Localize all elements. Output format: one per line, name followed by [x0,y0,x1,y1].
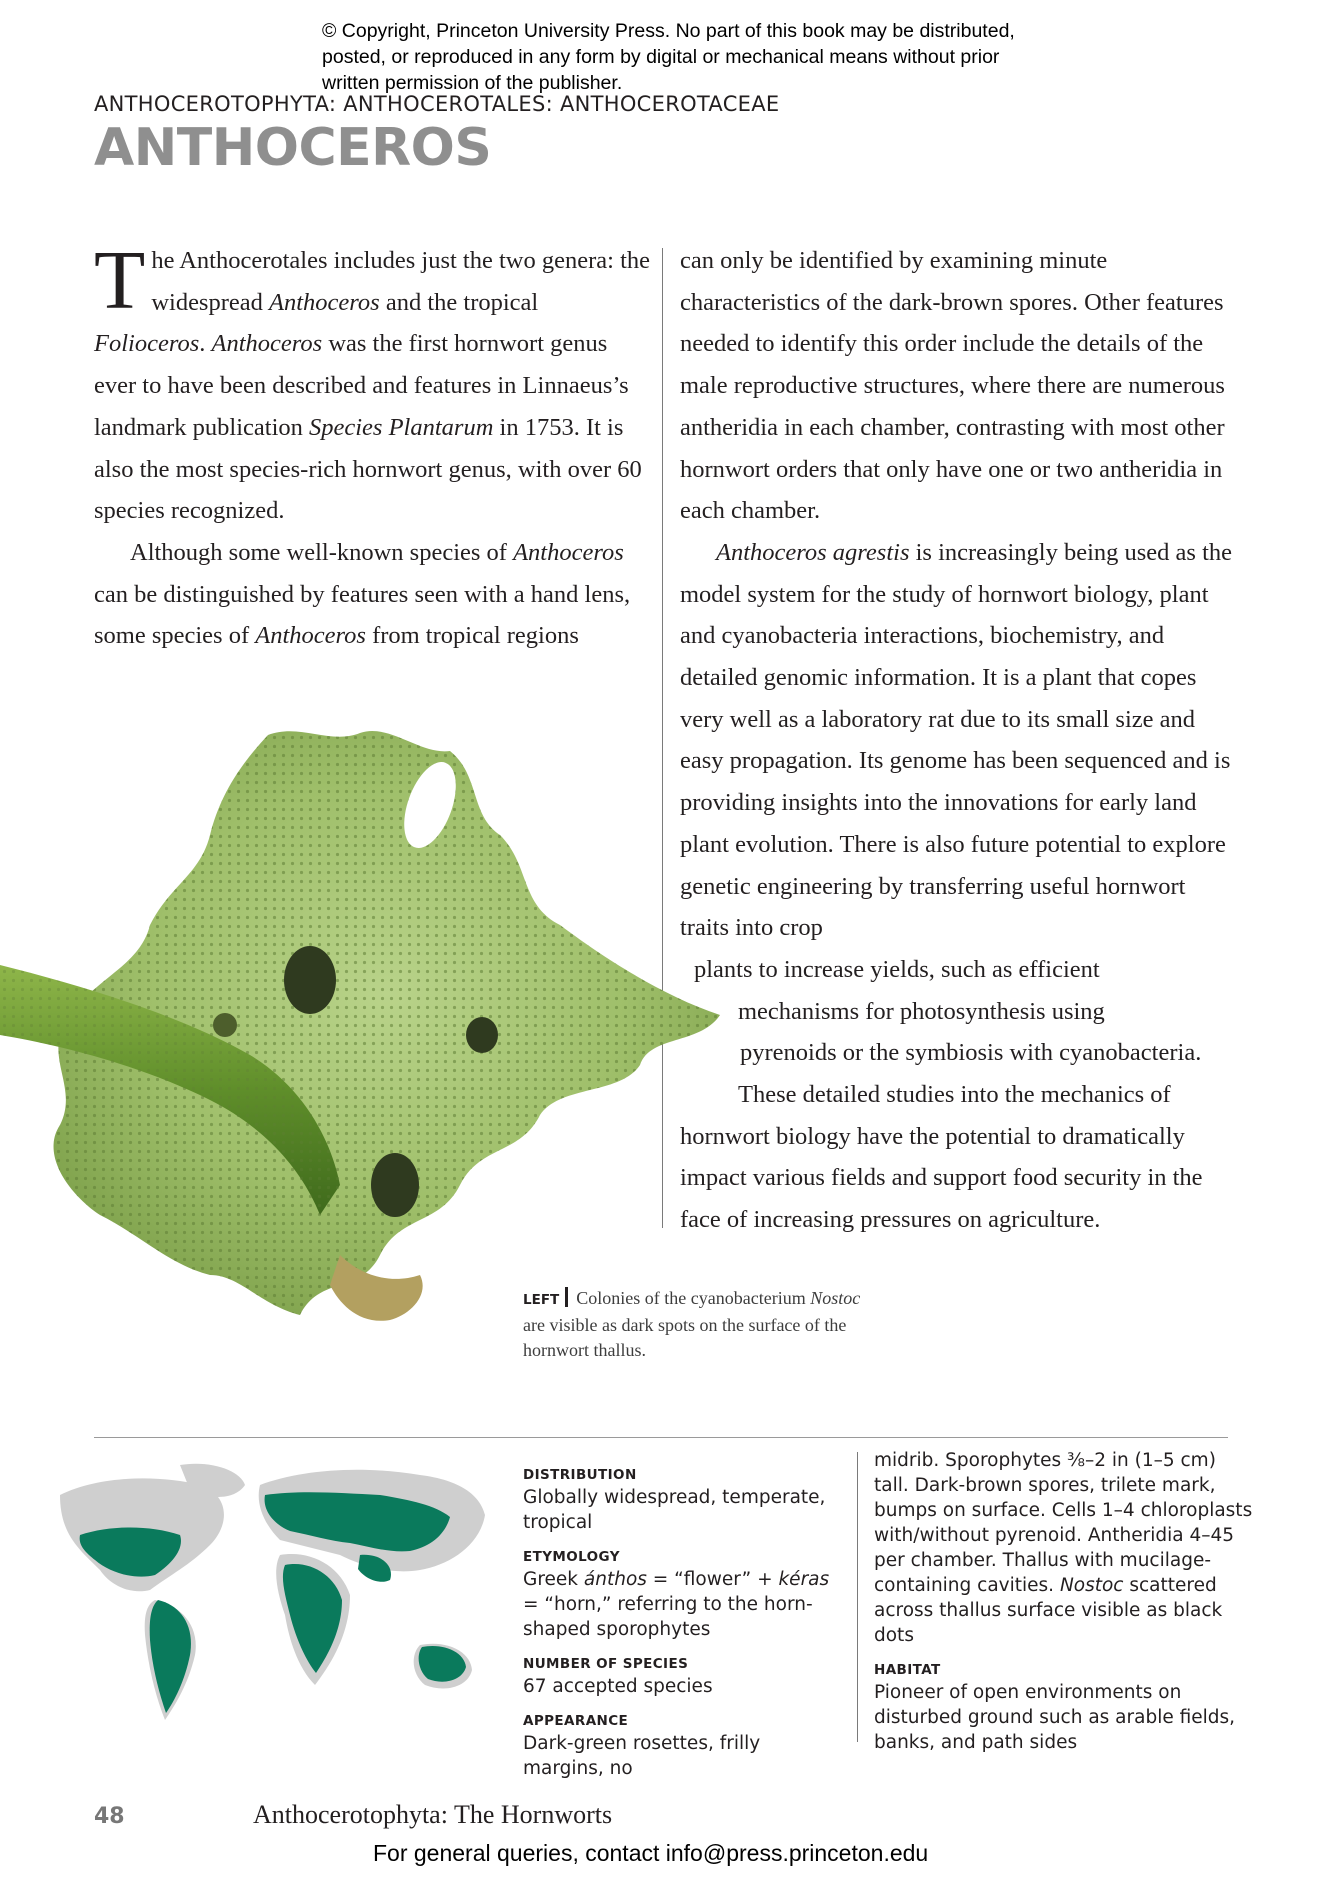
genus-italic: Folioceros [94,330,200,358]
text-run: scattered across thallus surface visible as black dots [874,1575,1223,1646]
text-run: in 1753. It is also the most species-rich hornwort genus, with over 60 species recognized. [94,413,642,525]
text-wrap-line: mechanisms for photosynthesis using [738,997,1105,1025]
text-run: from tropical regions [365,622,579,650]
text-run: Greek [523,1569,584,1590]
fact-heading: DISTRIBUTION [523,1467,637,1483]
nostoc-colony [371,1153,419,1217]
caption-label: LEFT [523,1292,560,1308]
paragraph-identification-cont: can only be identified by examining minute characteristics of the dark-brown spores. Other features needed to identify this order include the details of the male reproductive structures, where there are numerous antheridia in each chamber, contrasting with most other hornwort orders that only have one or two antheridia in each chamber. [680,247,1225,525]
fact-etymology [523,1567,843,1642]
paragraph-identification [94,532,654,657]
fact-heading: APPEARANCE [523,1713,629,1729]
paragraph-intro [94,234,654,532]
paragraph-conclusion: These detailed studies into the mechanics of hornwort biology have the potential to dramatically impact various fields and support food security in the face of increasing pressures on agriculture. [680,1081,1203,1234]
text-run: . [199,330,212,358]
text-run: and the tropical [379,288,539,316]
factbox-left [523,1453,843,1781]
text-run: Although some well-known species of [130,538,514,566]
species-italic: Anthoceros agrestis [716,538,910,566]
book-title-italic: Species Plantarum [309,413,494,441]
text-run: was the first hornwort genus ever to have been described and features in Linnaeus’s landmark publication [94,330,629,441]
genus-italic: Nostoc [810,1288,861,1308]
genus-italic: Anthoceros [255,622,366,650]
nostoc-colony [284,946,336,1014]
hornwort-thallus-photo [0,715,740,1335]
fact-species-count: 67 accepted species [523,1676,713,1697]
factbox-right [874,1448,1254,1755]
fact-heading: NUMBER OF SPECIES [523,1656,689,1672]
fact-distribution: Globally widespread, temperate, tropical [523,1487,826,1533]
fact-heading: ETYMOLOGY [523,1549,620,1565]
copyright-notice: © Copyright, Princeton University Press. No part of this book may be distributed, posted, or reproduced in any form by digital or mechanical means without prior written permission of the publisher. [322,20,1015,94]
text-run: he Anthocerotales includes just the two genera: the widespread [151,247,651,316]
greek-word-italic: kéras [778,1569,830,1590]
footer-contact: For general queries, contact info@press.princeton.edu [373,1840,929,1866]
text-wrap-line: plants to increase yields, such as efficient [694,955,1100,983]
text-run: midrib. Sporophytes ⅜–2 in (1–5 cm) tall. Dark-brown spores, trilete mark, bumps on surface. Cells 1–4 chloroplasts with/without pyrenoid. Antheridia 4–45 per chamber. Thallus with mucilage-containing cavities. [874,1450,1253,1596]
caption-separator [565,1287,568,1307]
genus-italic: Nostoc [1059,1575,1124,1596]
body-column-right [680,240,1240,1241]
paragraph-model-system [680,532,1240,949]
fact-appearance: Dark-green rosettes, frilly margins, no [523,1733,761,1779]
nostoc-colony [213,1013,237,1037]
fact-habitat: Pioneer of open environments on disturbed ground such as arable fields, banks, and path sides [874,1682,1236,1753]
page-number: 48 [94,1804,125,1829]
text-run: are visible as dark spots on the surface of the hornwort thallus. [523,1315,847,1360]
genus-italic: Anthoceros [211,330,323,358]
factbox-divider [857,1452,858,1742]
drop-cap: T [94,234,146,327]
distribution-map [40,1455,500,1725]
fact-appearance-cont [874,1448,1254,1648]
genus-italic: Anthoceros [269,288,380,316]
text-run: can be distinguished by features seen with a hand lens, some species of [94,580,631,650]
nostoc-colony [466,1017,498,1053]
text-run: Colonies of the cyanobacterium [576,1288,811,1308]
text-run: = “horn,” referring to the horn-shaped sporophytes [523,1594,813,1640]
section-divider [94,1437,1228,1438]
text-wrap-line: pyrenoids or the symbiosis with cyanobacteria. [740,1039,1202,1067]
taxonomy-kicker: ANTHOCEROTOPHYTA: ANTHOCEROTALES: ANTHOCEROTACEAE [94,92,780,116]
greek-word-italic: ánthos [583,1569,647,1590]
figure-caption [523,1286,863,1363]
fact-heading: HABITAT [874,1662,941,1678]
text-run: = “flower” + [646,1569,779,1590]
body-column-left [94,234,654,657]
running-head: Anthocerotophyta: The Hornworts [253,1800,613,1829]
genus-italic: Anthoceros [513,538,624,566]
page-title: ANTHOCEROS [94,118,492,178]
text-run: is increasingly being used as the model system for the study of hornwort biology, plant and cyanobacteria interactions, biochemistry, and detailed genomic information. It is a plant that copes very well as a laboratory rat due to its small size and easy propagation. Its genome has been sequenced and is providing insights into the innovations for early land plant evolution. There is also future potential to explore genetic engineering by transferring useful hornwort traits into crop [680,538,1233,942]
